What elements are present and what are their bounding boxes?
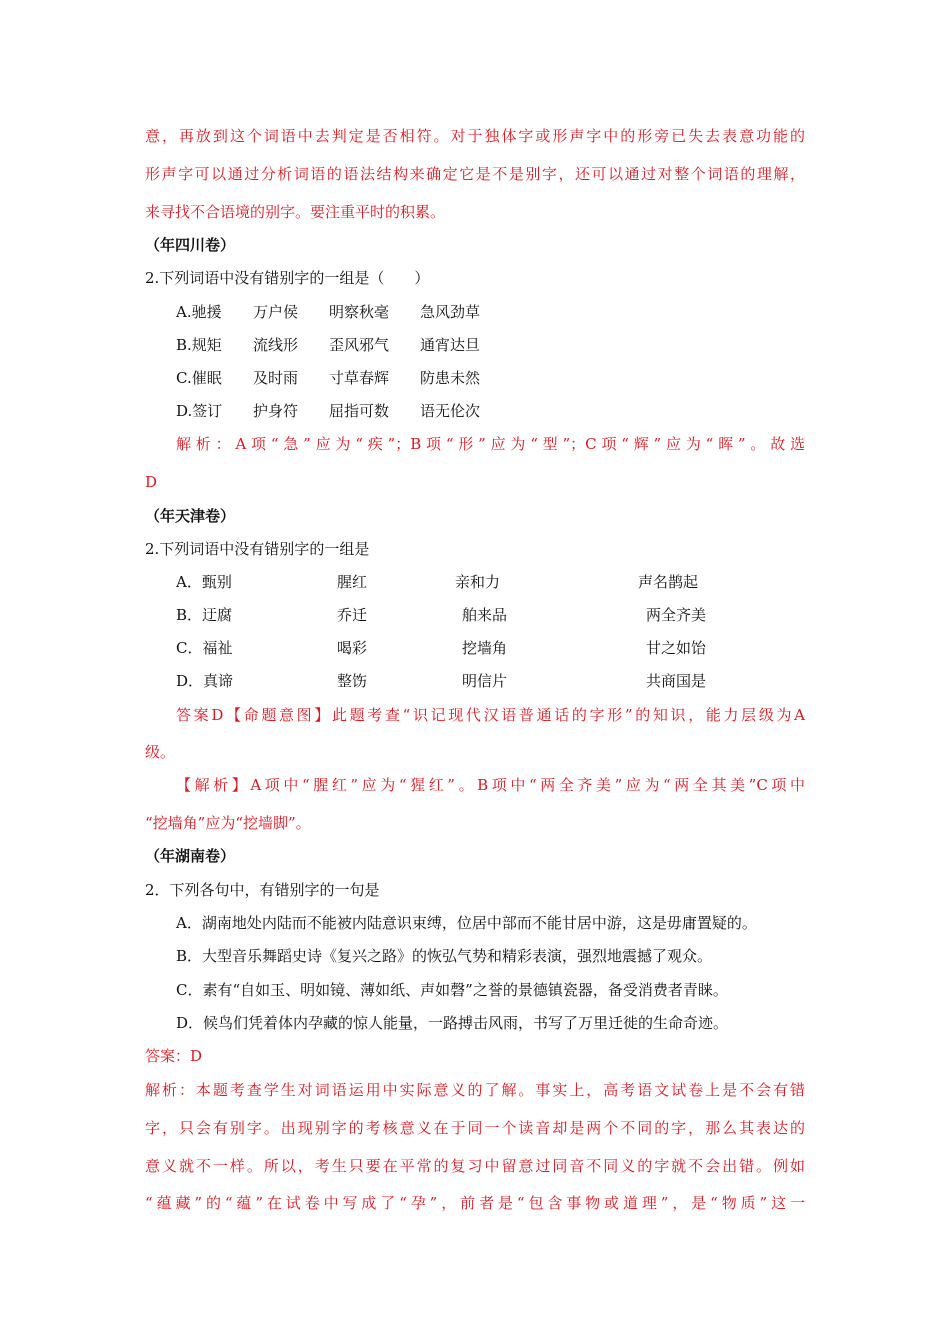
tianjin-option-b-1: B．迂腐 — [176, 606, 233, 624]
hunan-analysis-line-1: 解析：本题考查学生对词语运用中实际意义的了解。事实上，高考语文试卷上是不会有错 — [145, 1081, 805, 1099]
tianjin-option-b-2: 乔迁 — [337, 606, 368, 624]
hunan-option-a: A．湖南地处内陆而不能被内陆意识束缚，位居中部而不能甘居中游，这是毋庸置疑的。 — [176, 914, 757, 932]
tianjin-option-c-1: C．福祉 — [176, 639, 233, 657]
tianjin-answer-line-2: 级。 — [145, 743, 176, 761]
hunan-heading: （年湖南卷） — [145, 847, 236, 865]
hunan-option-c: C．素有“自如玉、明如镜、薄如纸、声如磬”之誉的景德镇瓷器，备受消费者青睐。 — [176, 981, 728, 999]
tianjin-option-d-3: 明信片 — [462, 672, 508, 690]
tianjin-option-c-3: 挖墙角 — [462, 639, 508, 657]
tianjin-option-a-4: 声名鹊起 — [638, 573, 699, 591]
sichuan-option-c-2: 及时雨 — [253, 369, 299, 387]
hunan-question: 2．下列各句中，有错别字的一句是 — [145, 881, 380, 899]
sichuan-option-a-4: 急风劲草 — [420, 303, 481, 321]
sichuan-option-d-2: 护身符 — [253, 402, 299, 420]
sichuan-heading: （年四川卷） — [145, 236, 236, 254]
hunan-option-d: D．候鸟们凭着体内孕藏的惊人能量，一路搏击风雨，书写了万里迁徙的生命奇迹。 — [176, 1014, 729, 1032]
sichuan-option-c-3: 寸草春辉 — [329, 369, 390, 387]
sichuan-option-b-2: 流线形 — [253, 336, 299, 354]
hunan-analysis-line-3: 意义就不一样。所以，考生只要在平常的复习中留意过同音不同义的字就不会出错。例如 — [145, 1157, 805, 1175]
sichuan-option-c-4: 防患未然 — [420, 369, 481, 387]
hunan-answer: 答案：D — [145, 1047, 203, 1065]
tianjin-option-c-4: 甘之如饴 — [646, 639, 707, 657]
tianjin-option-c-2: 喝彩 — [337, 639, 368, 657]
sichuan-option-a-1: A.驰援 — [176, 303, 222, 321]
hunan-analysis-line-4: “蕴藏”的“蕴”在试卷中写成了“孕”，前者是“包含事物或道理”，是“物质”这一 — [145, 1194, 805, 1212]
sichuan-option-b-3: 歪风邪气 — [329, 336, 390, 354]
tianjin-option-d-1: D．真谛 — [176, 672, 234, 690]
tianjin-answer-line-1: 答案D【命题意图】此题考查“识记现代汉语普通话的字形”的知识，能力层级为A — [176, 706, 805, 724]
hunan-option-b: B．大型音乐舞蹈史诗《复兴之路》的恢弘气势和精彩表演，强烈地震撼了观众。 — [176, 947, 713, 965]
tianjin-option-d-4: 共商国是 — [646, 672, 707, 690]
sichuan-option-d-1: D.签订 — [176, 402, 223, 420]
tianjin-question: 2.下列词语中没有错别字的一组是 — [145, 540, 370, 558]
sichuan-option-a-2: 万户侯 — [253, 303, 299, 321]
tianjin-analysis-line-1: 【解析】A项中“腥红”应为“猩红”。B项中“两全齐美”应为“两全其美”C项中 — [176, 776, 805, 794]
sichuan-question: 2.下列词语中没有错别字的一组是（ ） — [145, 269, 430, 287]
tianjin-option-d-2: 整饬 — [337, 672, 368, 690]
sichuan-analysis-line-1: 解析：A项“急”应为“疾”；B项“形”应为“型”；C项“辉”应为“晖”。故选 — [176, 435, 805, 453]
intro-line-2: 形声字可以通过分析词语的语法结构来确定它是不是别字，还可以通过对整个词语的理解， — [145, 165, 805, 183]
sichuan-option-c-1: C.催眠 — [176, 369, 222, 387]
intro-line-3: 来寻找不合语境的别字。要注重平时的积累。 — [145, 203, 446, 221]
hunan-analysis-line-2: 字，只会有别字。出现别字的考核意义在于同一个读音却是两个不同的字，那么其表达的 — [145, 1119, 805, 1137]
tianjin-heading: （年天津卷） — [145, 507, 236, 525]
sichuan-option-b-4: 通宵达旦 — [420, 336, 481, 354]
tianjin-option-a-3: 亲和力 — [455, 573, 501, 591]
tianjin-option-b-3: 舶来品 — [462, 606, 508, 624]
sichuan-analysis-line-2: D — [145, 473, 158, 491]
sichuan-option-b-1: B.规矩 — [176, 336, 222, 354]
tianjin-analysis-line-2: “挖墙角”应为“挖墙脚”。 — [145, 814, 311, 832]
sichuan-option-a-3: 明察秋毫 — [329, 303, 390, 321]
tianjin-option-b-4: 两全齐美 — [646, 606, 707, 624]
intro-line-1: 意，再放到这个词语中去判定是否相符。对于独体字或形声字中的形旁已失去表意功能的 — [145, 127, 805, 145]
tianjin-option-a-1: A．甄别 — [176, 573, 232, 591]
tianjin-option-a-2: 腥红 — [337, 573, 368, 591]
sichuan-option-d-3: 屈指可数 — [329, 402, 390, 420]
sichuan-option-d-4: 语无伦次 — [420, 402, 481, 420]
